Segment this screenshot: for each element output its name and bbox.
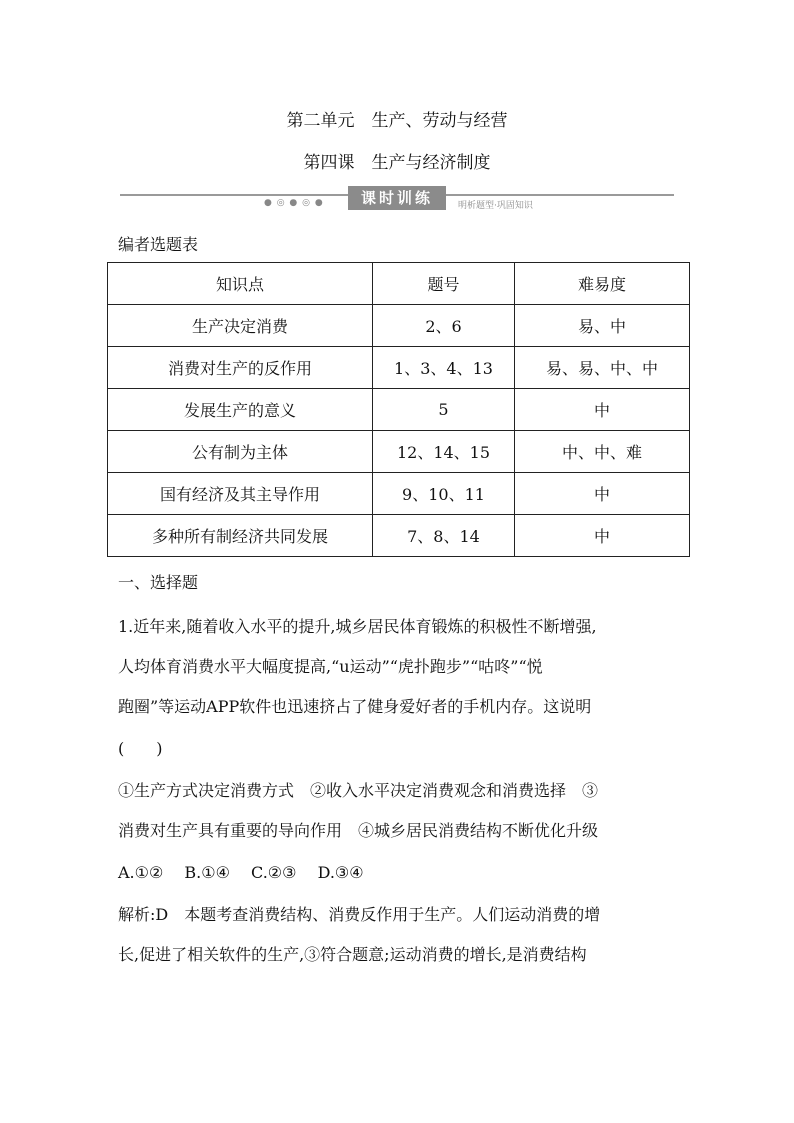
table-cell: 易、易、中、中: [515, 347, 690, 389]
table-row: [108, 431, 690, 473]
table-cell: 易、中: [515, 305, 690, 347]
table-title: 编者选题表: [118, 235, 199, 254]
table-header-row: [108, 263, 690, 305]
lesson-banner: [120, 184, 674, 214]
header-cell: 知识点: [108, 263, 373, 305]
table-cell: 2、6: [373, 305, 515, 347]
analysis-line: 解析:D 本题考查消费结构、消费反作用于生产。人们运动消费的增: [118, 905, 601, 924]
table-cell: 生产决定消费: [108, 305, 373, 347]
analysis-line: 长,促进了相关软件的生产,③符合题意;运动消费的增长,是消费结构: [118, 945, 587, 964]
table-cell: 中: [515, 473, 690, 515]
banner-slogan: 明析题型·巩固知识: [458, 201, 533, 211]
table-cell: 1、3、4、13: [373, 347, 515, 389]
answer-options: A.①② B.①④ C.②③ D.③④: [118, 863, 364, 882]
table-cell: 12、14、15: [373, 431, 515, 473]
answer-bracket: ( ): [118, 739, 163, 758]
table-row: [108, 389, 690, 431]
table-cell: 公有制为主体: [108, 431, 373, 473]
table-row: [108, 473, 690, 515]
banner-decoration-icon: ● ◎ ● ◎ ●: [264, 198, 324, 208]
statement-line: ①生产方式决定消费方式 ②收入水平决定消费观念和消费选择 ③: [118, 781, 599, 800]
table-cell: 消费对生产的反作用: [108, 347, 373, 389]
statement-line: 消费对生产具有重要的导向作用 ④城乡居民消费结构不断优化升级: [118, 821, 599, 840]
section-heading: 一、选择题: [118, 573, 199, 592]
table-row: [108, 305, 690, 347]
lesson-title: 第四课 生产与经济制度: [303, 153, 491, 173]
table-row: [108, 515, 690, 557]
unit-title: 第二单元 生产、劳动与经营: [286, 111, 508, 131]
table-row: [108, 347, 690, 389]
table-cell: 中: [515, 389, 690, 431]
table-cell: 中: [515, 515, 690, 557]
topic-table: [107, 262, 690, 557]
table-cell: 7、8、14: [373, 515, 515, 557]
table-cell: 9、10、11: [373, 473, 515, 515]
table-cell: 发展生产的意义: [108, 389, 373, 431]
question-stem-line: 人均体育消费水平大幅度提高,“u运动”“虎扑跑步”“咕咚”“悦: [118, 657, 543, 676]
table-cell: 多种所有制经济共同发展: [108, 515, 373, 557]
question-stem-line: 跑圈”等运动APP软件也迅速挤占了健身爱好者的手机内存。这说明: [118, 697, 592, 716]
question-stem-line: 1.近年来,随着收入水平的提升,城乡居民体育锻炼的积极性不断增强,: [118, 617, 597, 636]
table-cell: 中、中、难: [515, 431, 690, 473]
header-cell: 题号: [373, 263, 515, 305]
table-cell: 5: [373, 389, 515, 431]
header-cell: 难易度: [515, 263, 690, 305]
banner-label: 课时训练: [348, 186, 446, 210]
table-cell: 国有经济及其主导作用: [108, 473, 373, 515]
